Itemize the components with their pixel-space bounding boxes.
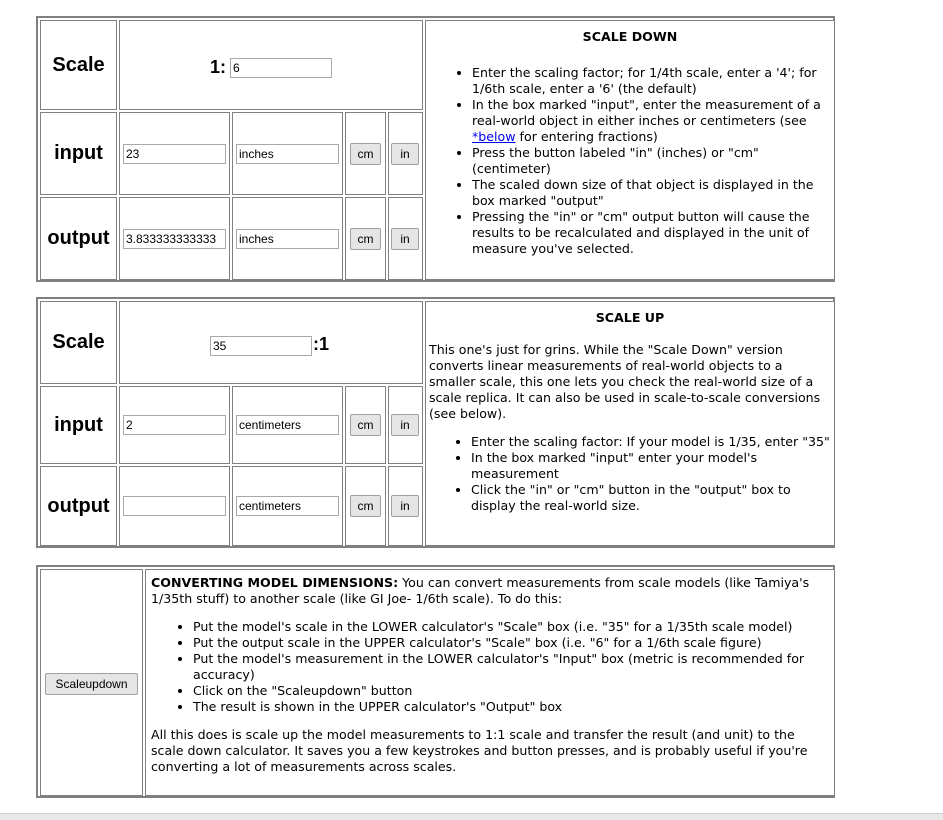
input-label: input <box>54 142 103 164</box>
output-label: output <box>47 227 110 249</box>
list-item: • Put the model's scale in the LOWER calculator's "Scale" box (i.e. "35" for a 1/35th scale model) <box>193 619 828 635</box>
scale-label: Scale <box>52 331 105 353</box>
output-unit-cell <box>232 197 343 280</box>
scale-down-output-cm-button[interactable]: cm <box>350 228 381 250</box>
list-item: • Click on the "Scaleupdown" button <box>193 683 828 699</box>
scale-down-output-label-cell <box>40 197 117 280</box>
scale-down-input-label-cell <box>40 112 117 195</box>
scale-up-output-unit-field[interactable] <box>236 496 339 516</box>
scaleupdown-button[interactable]: Scaleupdown <box>45 673 138 695</box>
list-item-text: In the box marked "input", enter the measurement of a real-world object in either inches or centimeters <box>472 97 821 128</box>
input-cm-cell <box>345 386 386 464</box>
list-item: • Enter the scaling factor; for 1/4th scale, enter a '4'; for 1/6th scale, enter a '6' (the default) <box>472 65 830 97</box>
scale-down-input-unit-field[interactable] <box>236 144 339 164</box>
list-item: • Put the model's measurement in the LOWER calculator's "Input" box (metric is recommended for accuracy) <box>193 651 828 683</box>
scale-up-scale-field[interactable] <box>210 336 312 356</box>
scale-up-calculator <box>36 297 835 548</box>
output-value-cell <box>119 466 230 546</box>
scale-up-intro: This one's just for grins. While the "Scale Down" version converts linear measurements of real-world objects to a smaller scale, this one lets you check the real-world size of a scale replica. It can also be used in scale-to-scale conversions (see below). <box>429 342 821 421</box>
input-in-cell <box>388 386 423 464</box>
scale-down-input-field[interactable] <box>123 144 226 164</box>
input-label: input <box>54 413 103 436</box>
list-item: • Enter the scaling factor: If your model is 1/35, enter "35" <box>471 434 831 450</box>
scale-up-input-label-cell <box>40 386 117 464</box>
list-item-text: (see <box>779 113 807 128</box>
scale-up-input-cm-button[interactable]: cm <box>350 414 381 436</box>
output-in-cell <box>388 197 423 280</box>
scale-down-scale-label-cell <box>40 20 117 110</box>
scale-down-scale-field[interactable] <box>230 58 332 78</box>
converter-intro-paragraph <box>151 575 828 607</box>
input-unit-cell <box>232 386 343 464</box>
input-in-cell <box>388 112 423 195</box>
list-item-text: for entering fractions) <box>515 129 658 144</box>
output-in-cell <box>388 466 423 546</box>
scale-up-input-in-button[interactable]: in <box>391 414 419 436</box>
scale-down-scale-input-cell <box>119 20 423 110</box>
scale-down-output-field[interactable] <box>123 229 226 249</box>
list-item: • Put the output scale in the UPPER calculator's "Scale" box (i.e. "6" for a 1/6th scale figure) <box>193 635 828 651</box>
input-cm-cell <box>345 112 386 195</box>
scale-up-output-label-cell <box>40 466 117 546</box>
converter-summary: All this does is scale up the model measurements to 1:1 scale and transfer the result (and unit) to the scale down calculator. It saves you a few keystrokes and button presses, and is probably useful if you're converting a lot of measurements across scales. <box>151 727 808 774</box>
input-value-cell <box>119 112 230 195</box>
ratio-prefix: 1: <box>210 57 227 77</box>
input-value-cell <box>119 386 230 464</box>
list-item: • In the box marked "input" enter your model's measurement <box>471 450 831 482</box>
scale-label: Scale <box>52 53 105 76</box>
converter-steps <box>151 619 828 715</box>
converter-description <box>145 569 835 796</box>
converter-intro: You can convert measurements from scale models (like Tamiya's 1/35th stuff) to another scale (like GI Joe- 1/6th scale). To do this: <box>151 575 810 606</box>
scale-up-input-field[interactable] <box>123 415 226 435</box>
list-item: • The scaled down size of that object is displayed in the box marked "output" <box>472 177 830 209</box>
list-item <box>472 97 830 145</box>
scale-up-input-unit-field[interactable] <box>236 415 339 435</box>
scale-down-instructions <box>430 65 830 257</box>
scale-up-instructions <box>429 434 831 514</box>
scale-converter <box>36 565 835 798</box>
output-value-cell <box>119 197 230 280</box>
scale-up-output-in-button[interactable]: in <box>391 495 419 517</box>
input-unit-cell <box>232 112 343 195</box>
below-link[interactable]: *below <box>472 129 516 144</box>
scale-up-description <box>425 301 835 546</box>
scale-down-input-cm-button[interactable]: cm <box>350 143 381 165</box>
scale-down-output-unit-field[interactable] <box>236 229 339 249</box>
output-cm-cell <box>345 466 386 546</box>
list-item: • The result is shown in the UPPER calculator's "Output" box <box>193 699 828 715</box>
scale-up-scale-input-cell <box>119 301 423 384</box>
scale-up-output-cm-button[interactable]: cm <box>350 495 381 517</box>
scale-down-input-in-button[interactable]: in <box>391 143 419 165</box>
scale-down-calculator <box>36 16 835 282</box>
scale-up-title: SCALE UP <box>595 310 665 325</box>
scale-down-title: SCALE DOWN <box>582 29 678 44</box>
list-item: • Press the button labeled "in" (inches) or "cm" (centimeter) <box>472 145 830 177</box>
scale-down-description <box>425 20 835 280</box>
output-cm-cell <box>345 197 386 280</box>
scale-up-scale-label-cell <box>40 301 117 384</box>
converter-heading: CONVERTING MODEL DIMENSIONS: <box>151 575 399 590</box>
list-item: • Pressing the "in" or "cm" output button will cause the results to be recalculated and displayed in the unit of measure you've selected. <box>472 209 830 257</box>
output-label: output <box>47 494 110 517</box>
scale-down-output-in-button[interactable]: in <box>391 228 419 250</box>
list-item: • Click the "in" or "cm" button in the "output" box to display the real-world size. <box>471 482 831 514</box>
scale-up-output-field[interactable] <box>123 496 226 516</box>
converter-button-cell <box>40 569 143 796</box>
ratio-suffix: :1 <box>313 334 330 354</box>
output-unit-cell <box>232 466 343 546</box>
